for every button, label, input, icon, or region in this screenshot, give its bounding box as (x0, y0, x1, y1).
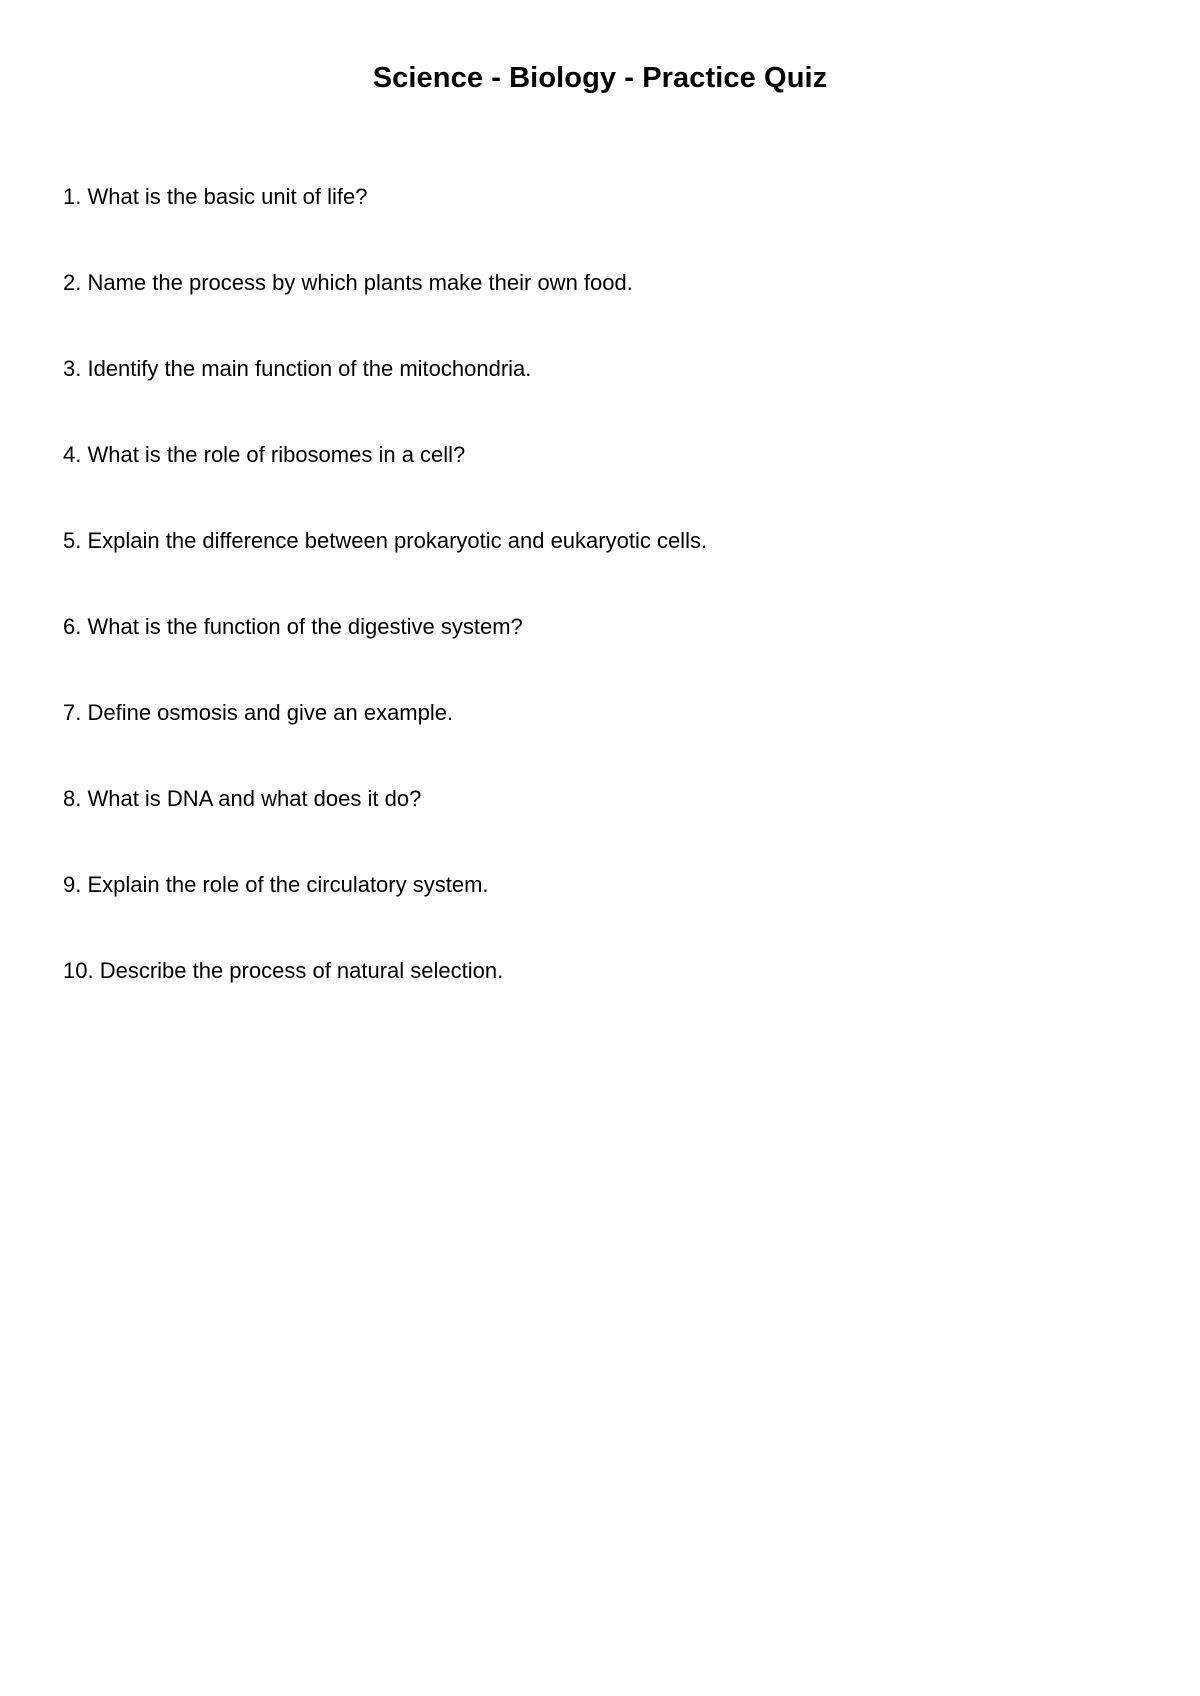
question-item: 5. Explain the difference between prokaryotic and eukaryotic cells. (63, 528, 708, 553)
question-item: 2. Name the process by which plants make their own food. (63, 270, 633, 295)
question-item: 8. What is DNA and what does it do? (63, 786, 422, 811)
question-item: 3. Identify the main function of the mitochondria. (63, 356, 532, 381)
question-item: 9. Explain the role of the circulatory system. (63, 872, 489, 897)
question-item: 6. What is the function of the digestive system? (63, 614, 523, 639)
question-item: 4. What is the role of ribosomes in a cell? (63, 442, 466, 467)
page-title: Science - Biology - Practice Quiz (372, 62, 828, 94)
question-item: 7. Define osmosis and give an example. (63, 700, 454, 725)
question-list (63, 184, 707, 1044)
question-item: 10. Describe the process of natural selection. (63, 958, 504, 983)
question-item: 1. What is the basic unit of life? (63, 184, 368, 209)
